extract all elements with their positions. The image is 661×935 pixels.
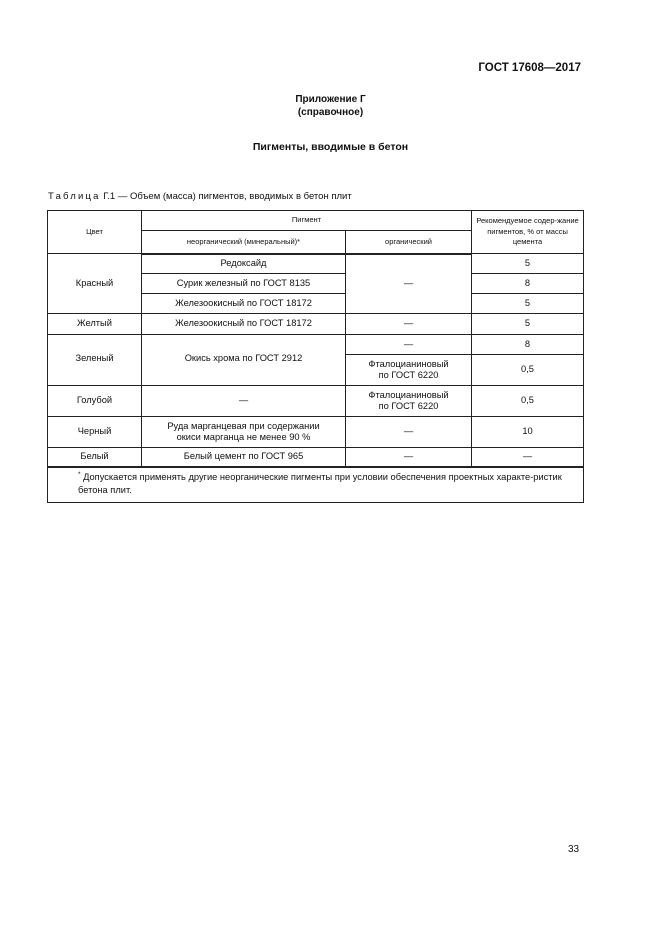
cell-value: 5 <box>472 254 584 274</box>
cell-value: 10 <box>472 417 584 448</box>
cell-organic <box>346 355 472 386</box>
cell-organic: — <box>346 448 472 467</box>
annex-title: Приложение Г <box>295 94 366 105</box>
cell-inorganic: — <box>142 386 346 417</box>
table-row <box>48 448 584 467</box>
cell-organic-line2: по ГОСТ 6220 <box>378 370 439 380</box>
cell-organic: — <box>346 314 472 335</box>
cell-color-yellow: Желтый <box>48 314 142 335</box>
cell-inorganic: Белый цемент по ГОСТ 965 <box>142 448 346 467</box>
cell-inorganic-line2: окиси марганца не менее 90 % <box>176 432 311 442</box>
cell-inorganic: Железоокисный по ГОСТ 18172 <box>142 294 346 314</box>
cell-color-green: Зеленый <box>48 335 142 386</box>
table-caption-prefix: Таблица <box>48 191 101 202</box>
header-color: Цвет <box>48 211 142 254</box>
cell-value: 8 <box>472 274 584 294</box>
cell-organic-line1: Фталоцианиновый <box>368 358 449 369</box>
annex-subtitle: (справочное) <box>297 107 364 118</box>
table-row <box>48 417 584 448</box>
header-pigment: Пигмент <box>142 211 472 231</box>
footnote-marker: * <box>78 470 81 478</box>
cell-value: 0,5 <box>472 386 584 417</box>
pigments-table <box>47 210 584 503</box>
cell-organic: — <box>346 254 472 314</box>
footnote-text: Допускается применять другие неорганические пигменты при условии обеспечения проектных характе-ристик бетона плит. <box>78 471 562 495</box>
cell-organic-line2: по ГОСТ 6220 <box>378 401 439 411</box>
cell-value: 8 <box>472 335 584 355</box>
cell-organic: — <box>346 417 472 448</box>
cell-color-red: Красный <box>48 254 142 314</box>
table-footnote-row <box>48 467 584 503</box>
table-caption-text: Г.1 — Объем (масса) пигментов, вводимых в бетон плит <box>100 191 352 202</box>
cell-inorganic: Железоокисный по ГОСТ 18172 <box>142 314 346 335</box>
table-caption <box>48 191 352 202</box>
cell-organic <box>346 386 472 417</box>
cell-inorganic: Окись хрома по ГОСТ 2912 <box>142 335 346 386</box>
cell-organic: — <box>346 335 472 355</box>
cell-value: 0,5 <box>472 355 584 386</box>
cell-inorganic: Сурик железный по ГОСТ 8135 <box>142 274 346 294</box>
table-footnote <box>48 467 584 503</box>
annex-heading <box>0 93 661 119</box>
cell-color-blue: Голубой <box>48 386 142 417</box>
table-row <box>48 335 584 355</box>
standard-code: ГОСТ 17608—2017 <box>478 62 581 74</box>
header-inorganic: неорганический (минеральный)* <box>142 231 346 254</box>
table-row <box>48 386 584 417</box>
cell-inorganic: Редоксайд <box>142 254 346 274</box>
cell-value: 5 <box>472 294 584 314</box>
table-row <box>48 254 584 274</box>
cell-color-black: Черный <box>48 417 142 448</box>
section-title: Пигменты, вводимые в бетон <box>252 141 409 153</box>
cell-organic-line1: Фталоцианиновый <box>368 389 449 400</box>
cell-color-white: Белый <box>48 448 142 467</box>
table-row <box>48 314 584 335</box>
header-organic: органический <box>346 231 472 254</box>
cell-inorganic <box>142 417 346 448</box>
page-number: 33 <box>568 844 580 855</box>
header-recommended: Рекомендуемое содер-жание пигментов, % от массы цемента <box>472 211 584 254</box>
cell-inorganic-line1: Руда марганцевая при содержании <box>167 420 320 431</box>
cell-value: 5 <box>472 314 584 335</box>
cell-value: — <box>472 448 584 467</box>
